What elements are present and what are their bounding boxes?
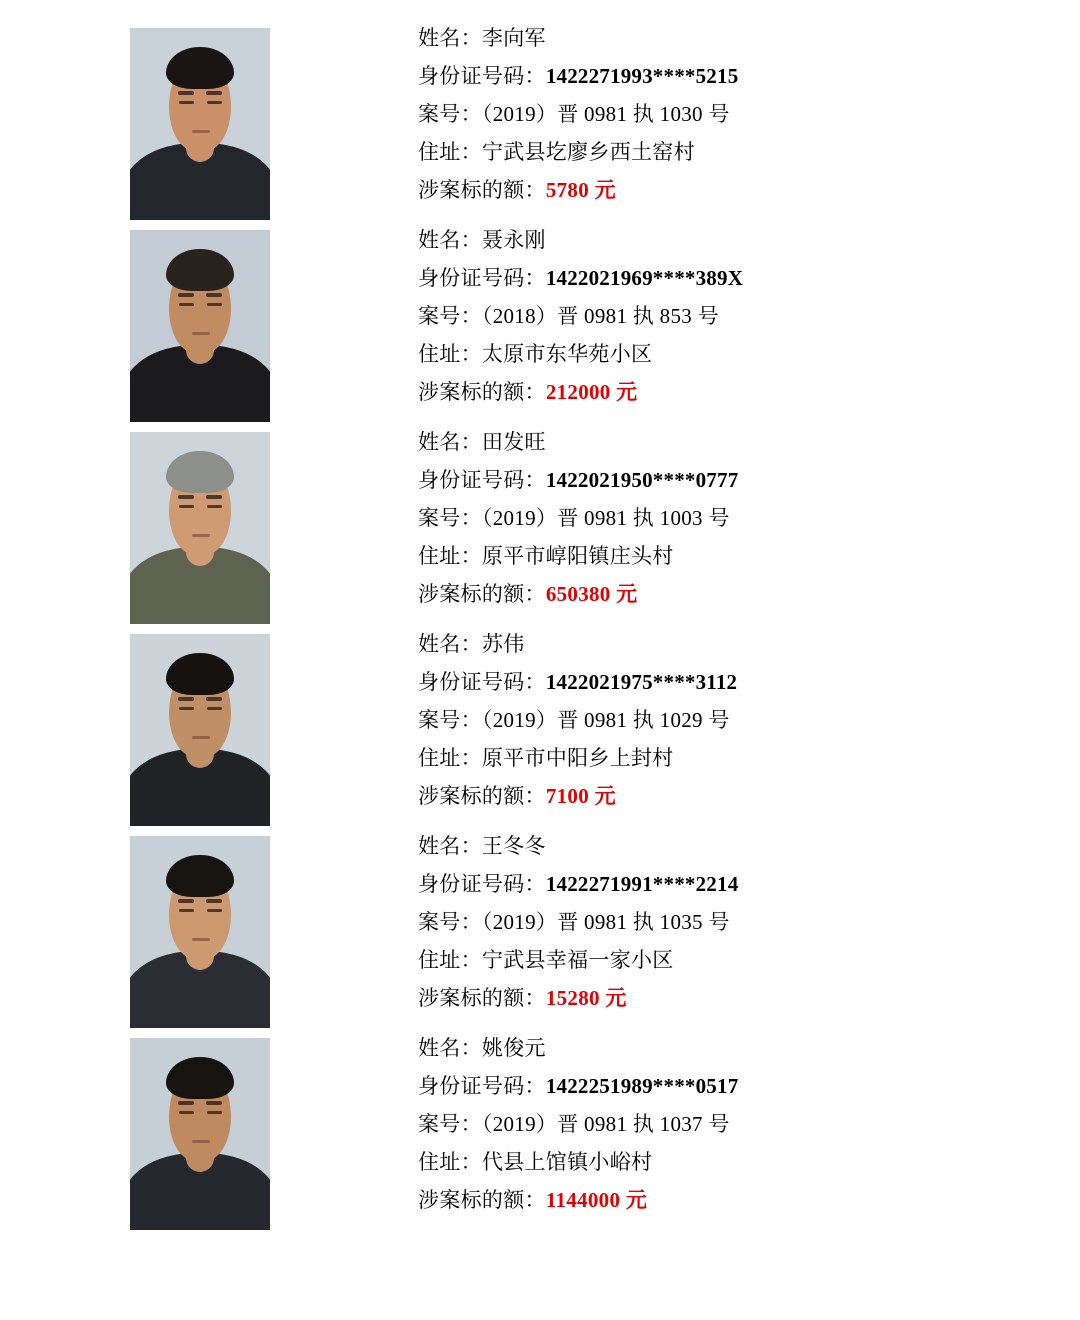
amount-label: 涉案标的额： [418, 784, 546, 808]
photo-eyebrow-left [178, 91, 195, 95]
case-number-line-label: 案号： [418, 506, 482, 530]
amount-unit: 元 [620, 1188, 648, 1212]
address-line [418, 1152, 1080, 1173]
case-number-line-label: 案号： [418, 708, 482, 732]
name-line-label: 姓名： [418, 26, 482, 50]
case-number-line [418, 508, 1080, 529]
address-line-label: 住址： [418, 1150, 482, 1174]
photo-eyebrow-left [178, 293, 195, 297]
photo-eyebrow-right [206, 697, 223, 701]
photo-mouth [192, 130, 210, 133]
amount-line [418, 180, 1080, 201]
photo-eye-right [207, 909, 222, 912]
id-number-line-label: 身份证号码： [418, 670, 546, 694]
photo-eye-right [207, 505, 222, 508]
name-line [418, 1038, 1080, 1059]
address-line-label: 住址： [418, 342, 482, 366]
photo-eyebrow-left [178, 697, 195, 701]
photo-eye-left [179, 909, 194, 912]
address-line-value: 宁武县圪廖乡西土窑村 [481, 140, 695, 164]
id-number-line-value: 1422021969****389X [545, 266, 744, 290]
id-number-line [418, 1076, 1080, 1097]
photo-hair [166, 249, 233, 291]
case-number-line [418, 104, 1080, 125]
address-line-label: 住址： [418, 140, 482, 164]
name-line [418, 230, 1080, 251]
id-number-line-value: 1422021975****3112 [545, 670, 738, 694]
photo-hair [166, 47, 233, 89]
id-number-line-label: 身份证号码： [418, 64, 546, 88]
amount-label: 涉案标的额： [418, 986, 546, 1010]
case-number-line-value: （2019）晋 0981 执 1035 号 [481, 910, 730, 934]
case-number-line-label: 案号： [418, 1112, 482, 1136]
case-number-line [418, 710, 1080, 731]
photo-eye-left [179, 707, 194, 710]
name-line-label: 姓名： [418, 632, 482, 656]
photo-mouth [192, 1140, 210, 1143]
address-line-label: 住址： [418, 948, 482, 972]
photo-hair [166, 451, 233, 493]
amount-value: 212000 [545, 380, 611, 404]
photo-eyebrow-right [206, 91, 223, 95]
id-number-line [418, 874, 1080, 895]
photo-eyebrow-right [206, 293, 223, 297]
case-number-line-value: （2019）晋 0981 执 1029 号 [481, 708, 730, 732]
photo-eyebrow-right [206, 1101, 223, 1105]
address-line-value: 宁武县幸福一家小区 [481, 948, 674, 972]
name-line [418, 836, 1080, 857]
photo-eye-right [207, 707, 222, 710]
person-entry [0, 432, 1080, 624]
address-line [418, 950, 1080, 971]
person-photo [130, 230, 270, 422]
case-number-line [418, 912, 1080, 933]
amount-line [418, 786, 1080, 807]
person-info [400, 28, 1080, 201]
amount-value: 7100 [545, 784, 590, 808]
name-line-value: 聂永刚 [481, 228, 546, 252]
photo-column [0, 28, 400, 220]
name-line [418, 432, 1080, 453]
name-line-value: 姚俊元 [481, 1036, 546, 1060]
case-number-line-label: 案号： [418, 304, 482, 328]
case-number-line-label: 案号： [418, 910, 482, 934]
person-info [400, 634, 1080, 807]
amount-unit: 元 [610, 380, 638, 404]
photo-eye-left [179, 303, 194, 306]
person-photo [130, 1038, 270, 1230]
amount-unit: 元 [589, 784, 616, 808]
person-entry [0, 28, 1080, 220]
address-line [418, 142, 1080, 163]
address-line-label: 住址： [418, 544, 482, 568]
id-number-line-label: 身份证号码： [418, 468, 546, 492]
amount-unit: 元 [599, 986, 627, 1010]
address-line [418, 546, 1080, 567]
photo-eyebrow-left [178, 1101, 195, 1105]
person-info [400, 230, 1080, 403]
amount-line [418, 988, 1080, 1009]
case-number-line-value: （2019）晋 0981 执 1037 号 [481, 1112, 730, 1136]
case-number-line-value: （2019）晋 0981 执 1003 号 [481, 506, 730, 530]
name-line [418, 28, 1080, 49]
name-line-label: 姓名： [418, 430, 482, 454]
amount-label: 涉案标的额： [418, 178, 546, 202]
photo-eye-right [207, 303, 222, 306]
case-number-line [418, 1114, 1080, 1135]
photo-eye-right [207, 101, 222, 104]
photo-hair [166, 1057, 233, 1099]
photo-mouth [192, 938, 210, 941]
amount-unit: 元 [610, 582, 638, 606]
photo-mouth [192, 332, 210, 335]
wanted-person-list [0, 28, 1080, 1230]
name-line-label: 姓名： [418, 834, 482, 858]
amount-unit: 元 [589, 178, 616, 202]
address-line-label: 住址： [418, 746, 482, 770]
photo-eyebrow-right [206, 495, 223, 499]
photo-column [0, 230, 400, 422]
address-line-value: 原平市崞阳镇庄头村 [481, 544, 674, 568]
photo-eyebrow-right [206, 899, 223, 903]
photo-mouth [192, 534, 210, 537]
case-number-line-value: （2019）晋 0981 执 1030 号 [481, 102, 730, 126]
photo-eye-right [207, 1111, 222, 1114]
id-number-line [418, 268, 1080, 289]
photo-hair [166, 855, 233, 897]
id-number-line [418, 470, 1080, 491]
person-info [400, 432, 1080, 605]
photo-column [0, 836, 400, 1028]
amount-line [418, 584, 1080, 605]
name-line-value: 苏伟 [481, 632, 525, 656]
person-photo [130, 836, 270, 1028]
person-info [400, 836, 1080, 1009]
photo-eye-left [179, 505, 194, 508]
case-number-line-value: （2018）晋 0981 执 853 号 [481, 304, 719, 328]
id-number-line-value: 1422021950****0777 [545, 468, 739, 492]
person-entry [0, 1038, 1080, 1230]
person-entry [0, 634, 1080, 826]
photo-hair [166, 653, 233, 695]
id-number-line-label: 身份证号码： [418, 1074, 546, 1098]
name-line-value: 王冬冬 [481, 834, 546, 858]
person-info [400, 1038, 1080, 1211]
photo-eyebrow-left [178, 495, 195, 499]
id-number-line-value: 1422271993****5215 [545, 64, 739, 88]
amount-value: 1144000 [545, 1188, 621, 1212]
person-photo [130, 634, 270, 826]
amount-label: 涉案标的额： [418, 380, 546, 404]
person-photo [130, 28, 270, 220]
person-entry [0, 230, 1080, 422]
amount-value: 5780 [545, 178, 590, 202]
name-line-label: 姓名： [418, 228, 482, 252]
id-number-line [418, 672, 1080, 693]
amount-line [418, 382, 1080, 403]
person-entry [0, 836, 1080, 1028]
amount-label: 涉案标的额： [418, 582, 546, 606]
page-top-spacer [0, 0, 1080, 28]
name-line [418, 634, 1080, 655]
photo-eye-left [179, 101, 194, 104]
case-number-line [418, 306, 1080, 327]
case-number-line-label: 案号： [418, 102, 482, 126]
address-line-value: 太原市东华苑小区 [481, 342, 653, 366]
photo-column [0, 634, 400, 826]
name-line-label: 姓名： [418, 1036, 482, 1060]
address-line-value: 原平市中阳乡上封村 [481, 746, 674, 770]
amount-value: 15280 [545, 986, 600, 1010]
id-number-line-value: 1422271991****2214 [545, 872, 739, 896]
amount-label: 涉案标的额： [418, 1188, 546, 1212]
address-line-value: 代县上馆镇小峪村 [481, 1150, 653, 1174]
id-number-line-label: 身份证号码： [418, 266, 546, 290]
id-number-line [418, 66, 1080, 87]
name-line-value: 田发旺 [481, 430, 546, 454]
photo-mouth [192, 736, 210, 739]
photo-eyebrow-left [178, 899, 195, 903]
photo-column [0, 1038, 400, 1230]
amount-line [418, 1190, 1080, 1211]
name-line-value: 李向军 [481, 26, 546, 50]
photo-eye-left [179, 1111, 194, 1114]
id-number-line-value: 1422251989****0517 [545, 1074, 739, 1098]
photo-column [0, 432, 400, 624]
address-line [418, 344, 1080, 365]
person-photo [130, 432, 270, 624]
id-number-line-label: 身份证号码： [418, 872, 546, 896]
amount-value: 650380 [545, 582, 611, 606]
address-line [418, 748, 1080, 769]
